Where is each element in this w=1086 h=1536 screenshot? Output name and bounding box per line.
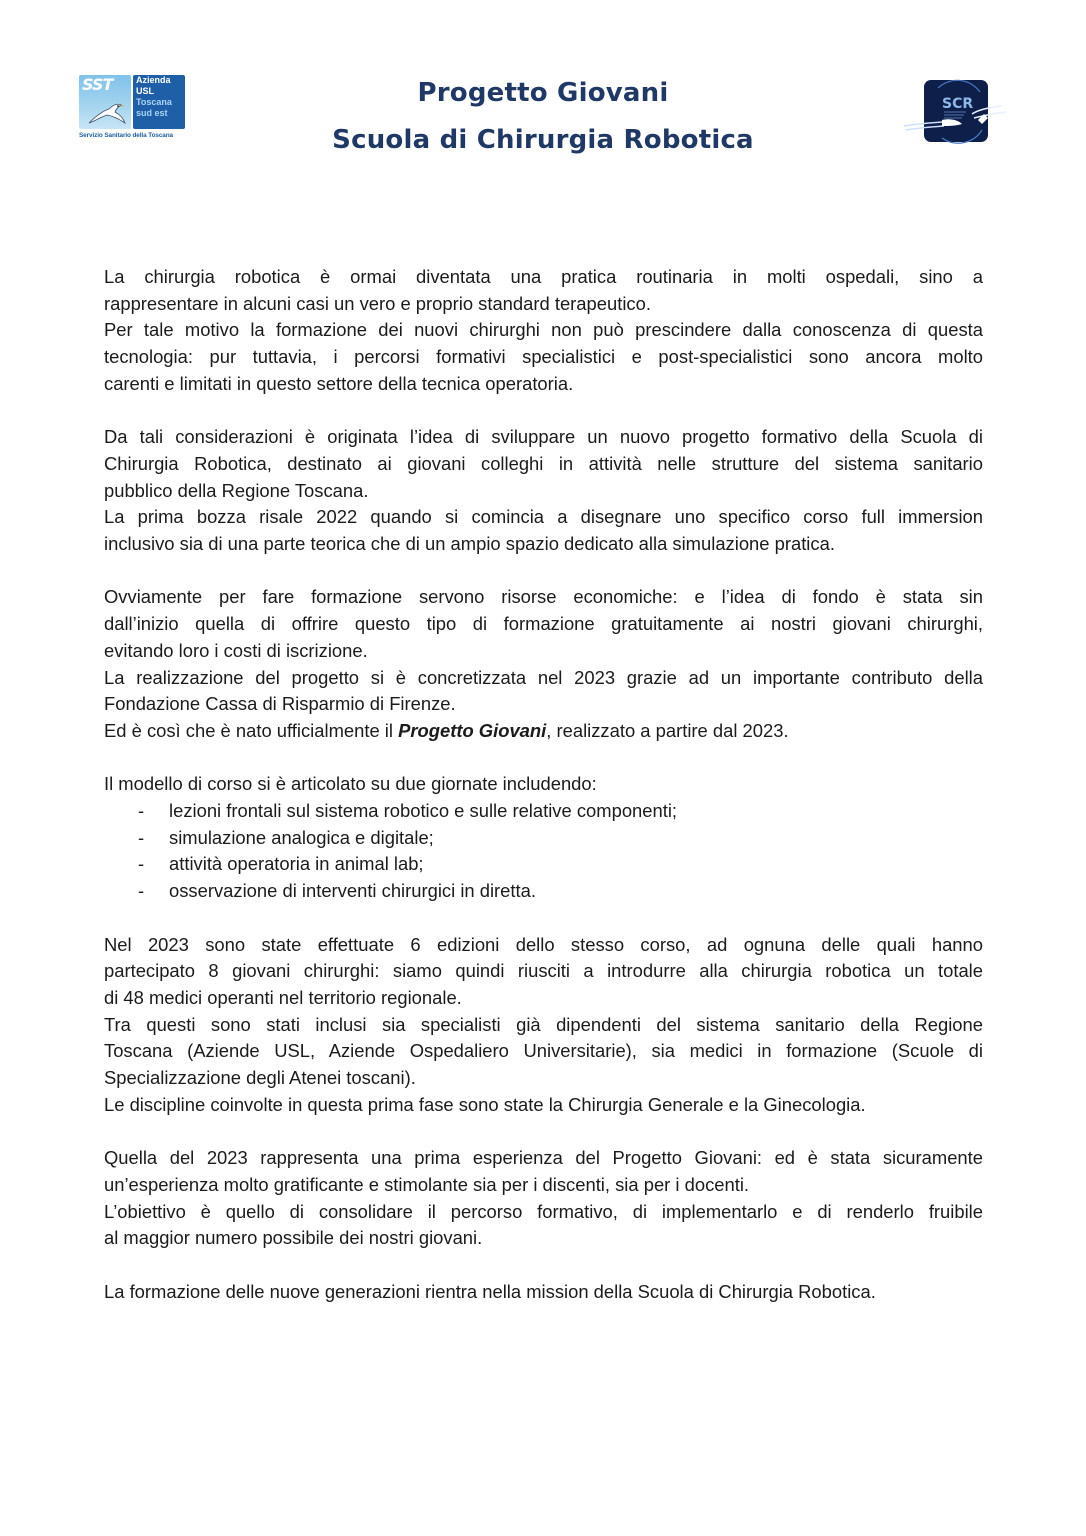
text-line: Nel 2023 sono state effettuate 6 edizioni dello stesso corso, ad ognuna delle quali hanno (104, 933, 983, 955)
dash-bullet-icon: - (138, 853, 145, 875)
text-line: Ovviamente per fare formazione servono risorse economiche: e l’idea di fondo è stata sin (104, 586, 983, 608)
list-intro: Il modello di corso si è articolato su due giornate includendo: (104, 773, 597, 795)
dash-bullet-icon: - (138, 880, 145, 902)
list-item-text: attività operatoria in animal lab; (169, 853, 424, 875)
text-line: La chirurgia robotica è ormai diventata una pratica routinaria in molti ospedali, sino a (104, 266, 983, 287)
paragraph-course-model (104, 771, 983, 905)
list-item (104, 878, 983, 905)
text-line: evitando loro i costi di iscrizione. (104, 639, 368, 661)
text-line: al maggior numero possibile dei nostri giovani. (104, 1227, 483, 1249)
text-line: Chirurgia Robotica, destinato ai giovani colleghi in attività nelle strutture del sistema sanitario (104, 452, 983, 474)
paragraph-origin (104, 424, 983, 558)
text-line (104, 718, 983, 745)
list-item-text: lezioni frontali sul sistema robotico e sulle relative componenti; (169, 800, 678, 822)
text-run: , realizzato a partire dal 2023. (546, 719, 789, 741)
project-name-emphasis: Progetto Giovani (398, 719, 547, 741)
text-line: carenti e limitati in questo settore della tecnica operatoria. (104, 372, 574, 394)
text-line: partecipato 8 giovani chirurghi: siamo quindi riusciti a introdurre alla chirurgia robotica un totale (104, 960, 983, 982)
paragraph-intro (104, 264, 983, 398)
usl-line: USL (136, 86, 154, 96)
text-line: Specializzazione degli Atenei toscani). (104, 1067, 416, 1089)
text-line: Toscana (Aziende USL, Aziende Ospedaliero Universitarie), sia medici in formazione (Scuole di (104, 1040, 983, 1062)
text-line: La prima bozza risale 2022 quando si comincia a disegnare uno specifico corso full immersion (104, 506, 983, 528)
paragraph-results-2023 (104, 932, 983, 1119)
page-subtitle: Scuola di Chirurgia Robotica (332, 125, 754, 155)
text-line: un’esperienza molto gratificante e stimolante sia per i discenti, sia per i docenti. (104, 1173, 750, 1195)
text-line: La realizzazione del progetto si è concretizzata nel 2023 grazie ad un importante contributo della (104, 666, 983, 688)
text-line: Da tali considerazioni è originata l’idea di sviluppare un nuovo progetto formativo della Scuola di (104, 426, 983, 448)
text-line: rappresentare in alcuni casi un vero e proprio standard terapeutico. (104, 292, 651, 314)
text-line: L’obiettivo è quello di consolidare il percorso formativo, di implementarlo e di renderlo fruibile (104, 1200, 983, 1222)
hands-robot-icon (902, 78, 1006, 144)
svg-text:SCR: SCR (942, 96, 974, 112)
list-item-text: osservazione di interventi chirurgici in diretta. (169, 880, 536, 902)
text-line: La formazione delle nuove generazioni rientra nella mission della Scuola di Chirurgia Robotica. (104, 1280, 876, 1302)
text-line: Quella del 2023 rappresenta una prima esperienza del Progetto Giovani: ed è stata sicuramente (104, 1147, 983, 1169)
text-line: tecnologia: pur tuttavia, i percorsi formativi specialistici e post-specialistici sono ancora molto (104, 346, 983, 368)
sst-mark-text: SST (82, 75, 113, 94)
text-line: Tra questi sono stati inclusi sia specialisti già dipendenti del sistema sanitario della Regione (104, 1013, 983, 1035)
dash-bullet-icon: - (138, 800, 145, 822)
list-item-text: simulazione analogica e digitale; (169, 826, 434, 848)
list-item (104, 825, 983, 852)
paragraph-mission (104, 1279, 983, 1306)
usl-line: sud est (136, 108, 168, 118)
page-title: Progetto Giovani (417, 78, 669, 108)
text-line: pubblico della Regione Toscana. (104, 479, 369, 501)
text-line: inclusivo sia di una parte teorica che di un ampio spazio dedicato alla simulazione pratica. (104, 533, 835, 555)
document-body (104, 264, 983, 1332)
dash-bullet-icon: - (138, 826, 145, 848)
list-item (104, 851, 983, 878)
scr-robotic-surgery-school-logo (902, 78, 1006, 144)
usl-line: Toscana (136, 97, 172, 107)
text-line: dall’inizio quella di offrire questo tipo di formazione gratuitamente ai nostri giovani chirurghi, (104, 613, 983, 635)
text-line: Per tale motivo la formazione dei nuovi chirurghi non può prescindere dalla conoscenza di questa (104, 319, 983, 341)
sst-caption: Servizio Sanitario della Toscana (79, 132, 173, 139)
text-line: Le discipline coinvolte in questa prima fase sono state la Chirurgia Generale e la Ginecologia. (104, 1093, 866, 1115)
text-run: Ed è così che è nato ufficialmente il (104, 719, 399, 741)
text-line: Fondazione Cassa di Risparmio di Firenze. (104, 693, 456, 715)
course-activities-list (104, 798, 983, 905)
paragraph-experience (104, 1145, 983, 1252)
list-item (104, 798, 983, 825)
paragraph-funding (104, 584, 983, 744)
usl-line: Azienda (136, 75, 171, 85)
text-line: di 48 medici operanti nel territorio regionale. (104, 986, 462, 1008)
